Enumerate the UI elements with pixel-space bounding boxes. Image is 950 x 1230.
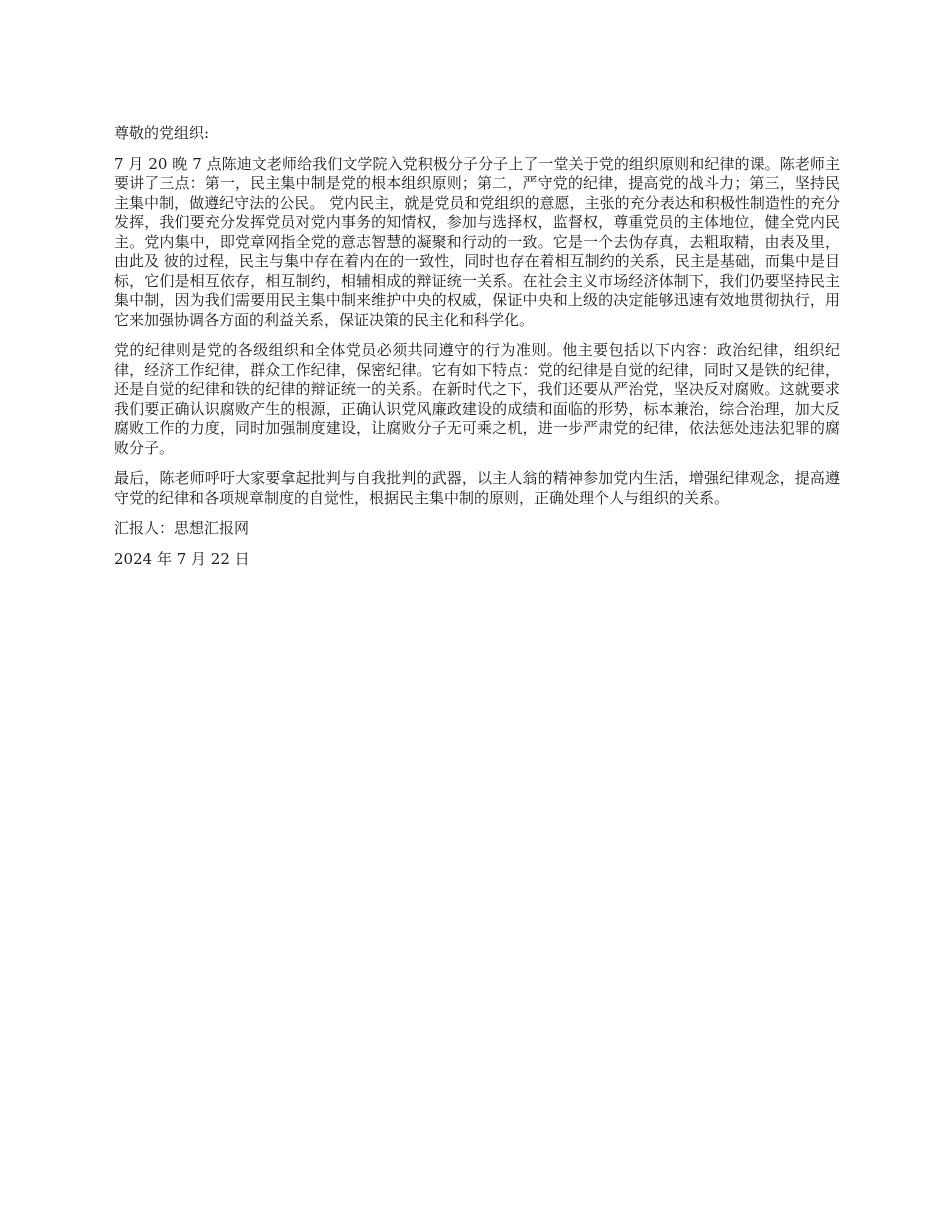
reporter-signature: 汇报人：思想汇报网 [114, 519, 250, 537]
body-paragraph-1: 7 月 20 晚 7 点陈迪文老师给我们文学院入党积极分子分子上了一堂关于党的组织原则和纪律的课。陈老师主要讲了三点：第一，民主集中制是党的根本组织原则；第二，严守党的纪律，提高党的战斗力；第三，坚持民主集中制，做遵纪守法的公民。 党内民主，就是党员和党组织的意愿，主张的充分表达和积极性制造性的充分发挥，我们要充分发挥党员对党内事务的知情权，参加与选择权，监督权，尊重党员的主体地位，健全党内民主。党内集中，即党章网指全党的意志智慧的凝聚和行动的一致。它是一个去伪存真，去粗取精，由表及里，由此及 彼的过程，民主与集中存在着内在的一致性，同时也存在着相互制约的关系，民主是基础，而集中是目标，它们是相互依存，相互制约，相辅相成的辩证统一关系。在社会主义市场经济体制下，我们仍要坚持民主集中制，因为我们需要用民主集中制来维护中央的权威，保证中央和上级的决定能够迅速有效地贯彻执行，用它来加强协调各方面的利益关系，保证决策的民主化和科学化。 [114, 154, 840, 329]
document-page [114, 124, 840, 580]
body-paragraph-3: 最后，陈老师呼吁大家要拿起批判与自我批判的武器，以主人翁的精神参加党内生活，增强纪律观念，提高遵守党的纪律和各项规章制度的自觉性，根据民主集中制的原则，正确处理个人与组织的关系。 [114, 469, 840, 507]
body-paragraph-2: 党的纪律则是党的各级组织和全体党员必须共同遵守的行为准则。他主要包括以下内容：政治纪律，组织纪律，经济工作纪律，群众工作纪律，保密纪律。它有如下特点：党的纪律是自觉的纪律，同时又是铁的纪律，还是自觉的纪律和铁的纪律的辩证统一的关系。在新时代之下，我们还要从严治党，坚决反对腐败。这就要求我们要正确认识腐败产生的根源，正确认识党风廉政建设的成绩和面临的形势，标本兼治，综合治理，加大反腐败工作的力度，同时加强制度建设，让腐败分子无可乘之机，进一步严肃党的纪律，依法惩处违法犯罪的腐败分子。 [114, 341, 840, 457]
salutation: 尊敬的党组织: [114, 124, 210, 142]
report-date: 2024 年 7 月 22 日 [114, 549, 250, 568]
